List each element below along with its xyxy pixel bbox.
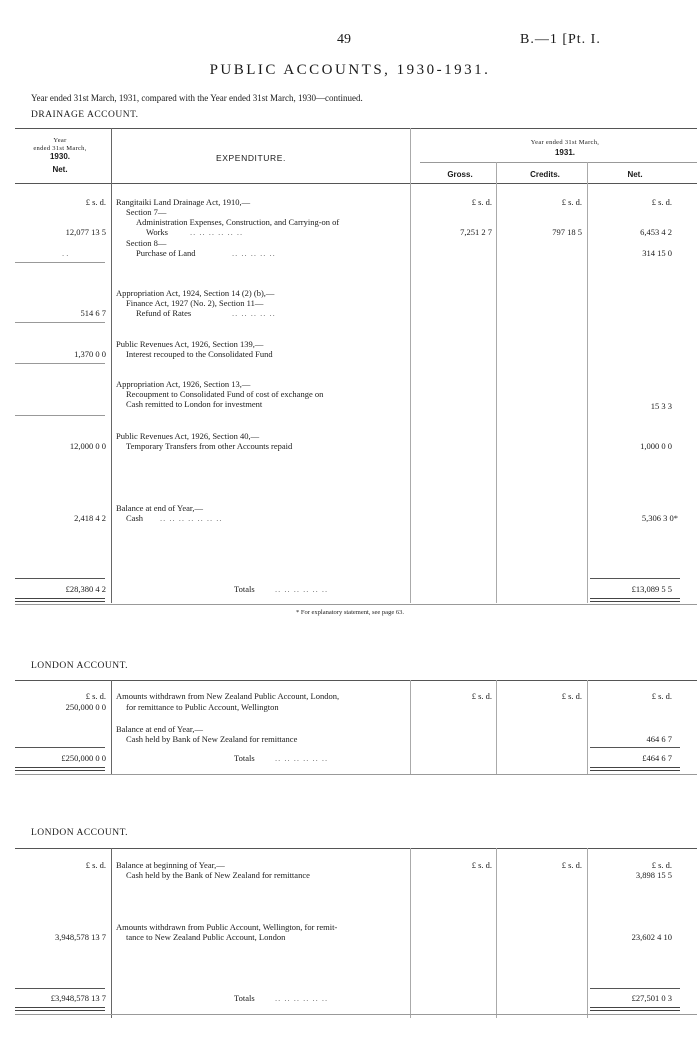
unit-header-credits: £ s. d.: [561, 860, 582, 870]
row-description: Cash remitted to London for investment: [126, 399, 263, 409]
header-year-ended-1931: Year ended 31st March,: [530, 139, 600, 146]
row-subsection: Section 7—: [126, 207, 167, 217]
cell-net-1930: 514 6 7: [80, 308, 106, 318]
table-top-rule: [15, 128, 697, 129]
section-title: LONDON ACCOUNT.: [31, 828, 129, 838]
row-description: Refund of Rates: [136, 308, 192, 318]
column-net: Net.: [627, 170, 643, 179]
header-net-1930: Net.: [52, 165, 68, 174]
total-net-1931: £27,501 0 3: [631, 993, 672, 1003]
cell-net-1930: 1,370 0 0: [74, 349, 106, 359]
row-title: Public Revenues Act, 1926, Section 139,—: [116, 339, 264, 349]
section-title: DRAINAGE ACCOUNT.: [31, 110, 139, 120]
row-description: Amounts withdrawn from Public Account, Wellington, for remit-: [116, 922, 338, 932]
cell-net-1930: 2,418 4 2: [74, 513, 106, 523]
row-description: Purchase of Land: [136, 248, 196, 258]
unit-header-gross: £ s. d.: [471, 860, 492, 870]
page-number: 49: [337, 32, 351, 47]
row-title: Public Revenues Act, 1926, Section 40,—: [116, 431, 260, 441]
row-title: Balance at beginning of Year,—: [116, 860, 225, 870]
page-title: PUBLIC ACCOUNTS, 1930-1931.: [209, 62, 491, 78]
header-year-ended-label: ended 31st March,: [33, 145, 87, 152]
unit-header-gross: £ s. d.: [471, 691, 492, 701]
unit-header-net: £ s. d.: [651, 691, 672, 701]
cell-net-1931: 6,453 4 2: [640, 227, 672, 237]
header-year-label: Year: [53, 137, 67, 144]
totals-label: Totals: [234, 753, 255, 763]
row-subsection: Finance Act, 1927 (No. 2), Section 11—: [126, 298, 264, 308]
cell-net-1930: 3,948,578 13 7: [55, 932, 106, 942]
section-title: LONDON ACCOUNT.: [31, 661, 129, 671]
total-net-1930: £3,948,578 13 7: [50, 993, 106, 1003]
cell-net-1931: 15 3 3: [650, 401, 672, 411]
row-description: Cash held by Bank of New Zealand for remittance: [126, 734, 298, 744]
total-net-1930: £28,380 4 2: [65, 584, 106, 594]
cell-net-1931: 3,898 15 5: [635, 870, 672, 880]
page-subtitle: Year ended 31st March, 1931, compared with the Year ended 31st March, 1930—continued.: [31, 93, 363, 103]
row-title: Appropriation Act, 1924, Section 14 (2) (b),—: [116, 288, 275, 298]
footnote: * For explanatory statement, see page 63.: [296, 609, 404, 616]
unit-header-credits: £ s. d.: [561, 691, 582, 701]
cell-net-1930: 250,000 0 0: [65, 702, 106, 712]
row-title: Appropriation Act, 1926, Section 13,—: [116, 379, 251, 389]
unit-header-prev: £ s. d.: [85, 860, 106, 870]
row-description: Amounts withdrawn from New Zealand Public Account, London,: [116, 691, 340, 701]
cell-gross: 7,251 2 7: [460, 227, 492, 237]
totals-label: Totals: [234, 584, 255, 594]
total-net-1931: £13,089 5 5: [631, 584, 672, 594]
row-description: Recoupment to Consolidated Fund of cost of exchange on: [126, 389, 324, 399]
cell-net-1930: 12,000 0 0: [69, 441, 106, 451]
header-expenditure: EXPENDITURE.: [216, 153, 287, 163]
unit-header-net: £ s. d.: [651, 197, 672, 207]
unit-header-prev: £ s. d.: [85, 691, 106, 701]
row-description: Cash: [126, 513, 143, 523]
row-subsection: Section 8—: [126, 238, 167, 248]
cell-net-1931: 5,306 3 0*: [641, 513, 678, 523]
row-description: for remittance to Public Account, Wellington: [126, 702, 279, 712]
total-net-1931: £464 6 7: [642, 753, 672, 763]
row-title: Rangitaiki Land Drainage Act, 1910,—: [116, 197, 251, 207]
totals-label: Totals: [234, 993, 255, 1003]
unit-header-gross: £ s. d.: [471, 197, 492, 207]
row-description: Cash held by the Bank of New Zealand for remittance: [126, 870, 310, 880]
unit-header-credits: £ s. d.: [561, 197, 582, 207]
document-reference: B.—1 [Pt. I.: [520, 32, 601, 47]
total-net-1930: £250,000 0 0: [61, 753, 106, 763]
unit-header-prev: £ s. d.: [85, 197, 106, 207]
row-description: Interest recouped to the Consolidated Fund: [126, 349, 273, 359]
cell-net-1931: 1,000 0 0: [640, 441, 672, 451]
row-description: Administration Expenses, Construction, and Carrying-on of: [136, 217, 340, 227]
cell-net-1931: 314 15 0: [642, 248, 672, 258]
cell-credits: 797 18 5: [552, 227, 582, 237]
header-year-1931: 1931.: [554, 148, 576, 157]
row-title: Balance at end of Year,—: [116, 724, 203, 734]
cell-net-1931: 464 6 7: [646, 734, 672, 744]
cell-net-1930: 12,077 13 5: [65, 227, 106, 237]
unit-header-net: £ s. d.: [651, 860, 672, 870]
row-description: Temporary Transfers from other Accounts repaid: [126, 441, 293, 451]
header-year-1930: 1930.: [49, 152, 71, 161]
row-description: tance to New Zealand Public Account, London: [126, 932, 286, 942]
header-bottom-rule: [15, 183, 697, 184]
row-title: Balance at end of Year,—: [116, 503, 203, 513]
row-description: Works: [146, 227, 168, 237]
column-gross: Gross.: [447, 170, 473, 179]
column-credits: Credits.: [530, 170, 560, 179]
cell-net-1931: 23,602 4 10: [631, 932, 672, 942]
